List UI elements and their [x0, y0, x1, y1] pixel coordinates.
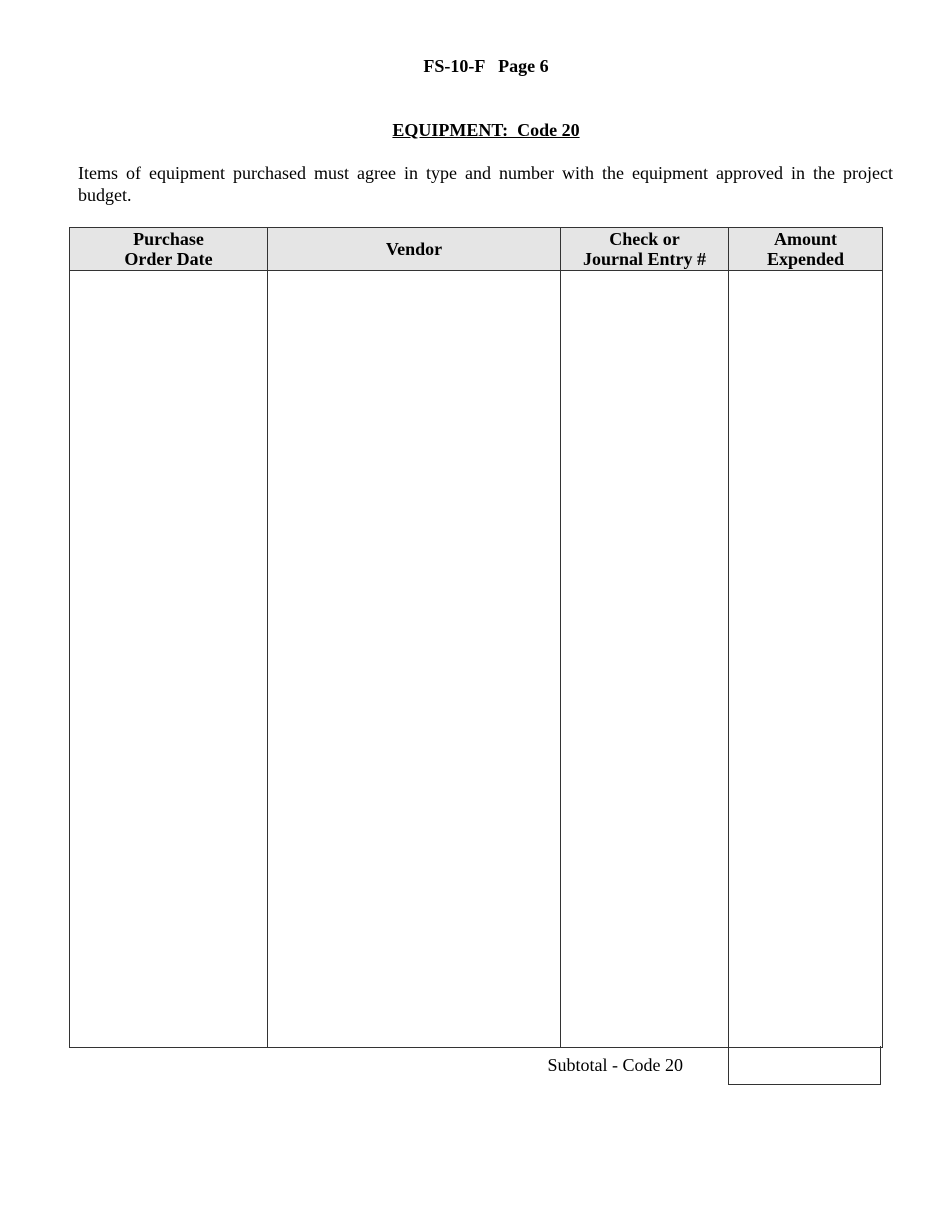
amount-expended-cell[interactable]: [729, 271, 883, 1048]
instructions-text: Items of equipment purchased must agree in type and number with the equipment approved in the project budget.: [78, 163, 893, 205]
expenditure-table: [69, 227, 883, 1048]
section-title: EQUIPMENT: Code 20: [392, 120, 580, 140]
subtotal-field[interactable]: [728, 1046, 881, 1085]
form-id: FS-10-F: [423, 56, 485, 76]
column-header-check-or-journal-entry: Check or Journal Entry #: [561, 228, 729, 271]
column-header-vendor: Vendor: [268, 228, 561, 271]
page-header: [0, 56, 950, 77]
table-entry-area: [70, 271, 883, 1048]
column-header-amount-expended: Amount Expended: [729, 228, 883, 271]
subtotal-label: Subtotal - Code 20: [547, 1055, 683, 1075]
column-header-purchase-order-date: Purchase Order Date: [70, 228, 268, 271]
vendor-cell[interactable]: [268, 271, 561, 1048]
purchase-order-date-cell[interactable]: [70, 271, 268, 1048]
table-header-row: [70, 228, 883, 271]
page-number: Page 6: [498, 56, 549, 76]
check-or-journal-entry-cell[interactable]: [561, 271, 729, 1048]
